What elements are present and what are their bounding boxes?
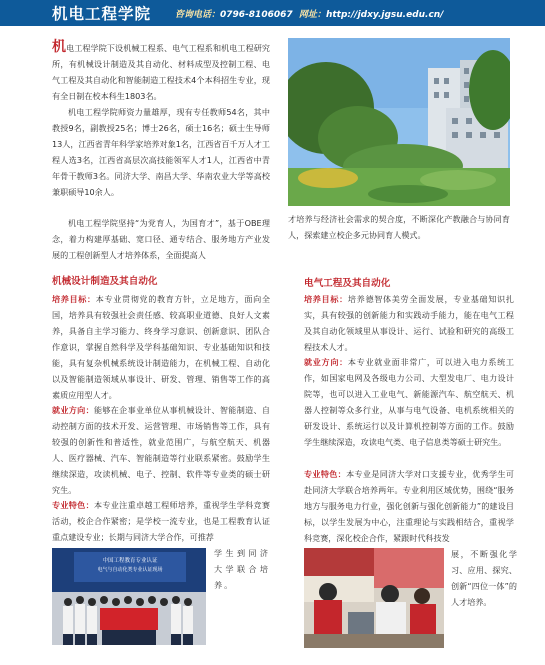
mechanical-feature (52, 497, 270, 545)
intro-text-1: 电工程学院下设机械工程系、电气工程系和机电工程研究所，有机械设计制造及其自动化、材料成型及控制工程、电气工程及其自动化和智能制造工程技术4个本科招生专业，现有全日制在校本科生1803名。 (52, 43, 270, 101)
mechanical-feature-text: 本专业注重卓越工程师培养，重视学生学科竞赛活动，校企合作紧密；是学校一流专业，也是工程教育认证重点建设专业；长期与同济大学合作，可推荐 (52, 500, 270, 542)
campus-building-photo (288, 38, 510, 206)
intro-paragraph-1 (52, 40, 270, 104)
electrical-jobs-label: 就业方向： (304, 357, 348, 367)
intro-paragraph-3: 机电工程学院坚持“为党育人，为国育才”，基于OBE理念，着力构建厚基础、宽口径、通专结合、服务地方产业发展的工程创新型人才培养体系，全面提高人 (52, 218, 270, 260)
page-title: 机电工程学院 (52, 5, 152, 23)
electrical-feature-text: 本专业是同济大学对口支援专业，优秀学生可赴同济大学联合培养两年。专业利用区域优势，围绕“服务地方与服务电力行业，强化创新与强化创新能力”的建设目标，以学生发展为中心，注重理论与实践相结合，重视学科竞赛，深化校企合作，紧跟时代科技发 (304, 469, 514, 543)
mechanical-feature-continued: 学生到同济大学联合培养。 (214, 548, 270, 590)
lab-activity-photo (304, 548, 444, 648)
mechanical-jobs (52, 402, 270, 498)
site-label: 网址： (298, 10, 326, 20)
electrical-feature-continued: 展，不断强化学习、应用、探究、创新“四位一体”的人才培养。 (451, 549, 517, 607)
electrical-jobs-text: 本专业就业面非常广，可以进入电力系统工作，如国家电网及各级电力公司、大型发电厂、电力设计院等，也可以进入工业电气、新能源汽车、航空航天、机器人控制等众多行业，从事与电气设备、电机系统相关的研发设计、系统运行以及计算机控制等方面的工作。鼓励学生继续深造，攻读电气类、电子信息类等硕士研究生。 (304, 357, 514, 447)
dropcap: 机 (52, 39, 67, 55)
mechanical-jobs-text: 能够在企事业单位从事机械设计、智能制造、自动控制方面的技术开发、运营管理、市场销售等工作，具有较强的创新性和普适性，就业范围广，与航空航天、机器人、医疗器械、汽车、智能制造等行业联系紧密。鼓励学生继续深造，攻读机械、电子、控制、软件等专业类的硕士研究生。 (52, 405, 270, 495)
header-contact (175, 7, 443, 20)
electrical-goal-text: 培养德智体美劳全面发展，专业基础知识扎实，具有较强的创新能力和实践动手能力，能在电气工程及其自动化领域里从事设计、运行、试验和研究的高级工程技术人才。 (304, 294, 514, 352)
header-bar (0, 0, 545, 26)
banner-text-2: 电气与自动化类专业认证现场 (97, 567, 163, 573)
mechanical-goal-label: 培养目标： (52, 294, 96, 304)
intro-paragraph-3-continued: 才培养与经济社会需求的契合度，不断深化产教融合与协同育人，探索建立校企多元协同育人模式。 (288, 214, 510, 240)
site-url: http://jdxy.jgsu.edu.cn/ (325, 10, 444, 20)
group-photo (52, 548, 206, 645)
banner-text-1: 中国工程教育专业认证 (102, 558, 158, 564)
mechanical-goal-text: 本专业贯彻党的教育方针，立足地方，面向全国，培养具有较强社会责任感、较高职业道德、良好人文素养，具备自主学习能力、终身学习意识、创新意识、团队合作意识，掌握自然科学及学科基础知识、专业基础知识和技能，具有复杂机械系统设计制造能力，在机械工程、自动化以及智能制造领域从事设计、研发、管理、销售等工作的高素质应用型人才。 (52, 294, 270, 400)
phone-number: 0796-8106067 (220, 10, 293, 20)
electrical-feature-label: 专业特色： (304, 469, 347, 479)
section-title-mechanical: 机械设计制造及其自动化 (52, 276, 158, 287)
mechanical-goal (52, 291, 270, 403)
phone-label: 咨询电话： (175, 10, 221, 20)
electrical-goal (304, 291, 514, 355)
mechanical-jobs-label: 就业方向： (52, 405, 94, 415)
electrical-feature (304, 466, 514, 546)
mechanical-feature-label: 专业特色： (52, 500, 94, 510)
electrical-jobs (304, 354, 514, 450)
section-title-electrical: 电气工程及其自动化 (304, 278, 391, 289)
intro-paragraph-2: 机电工程学院师资力量雄厚，现有专任教师54名，其中教授9名，副教授25名；博士26名，硕士16名；硕士生导师13人，江西省青年科学家培养对象1名，江西省百千万人才工程人选3名，江西省高层次高技能领军人才1人，江西省中青年骨干教师3名。同济大学、南昌大学、华南农业大学等高校兼职硕导10余人。 (52, 107, 270, 197)
electrical-goal-label: 培养目标： (304, 294, 348, 304)
